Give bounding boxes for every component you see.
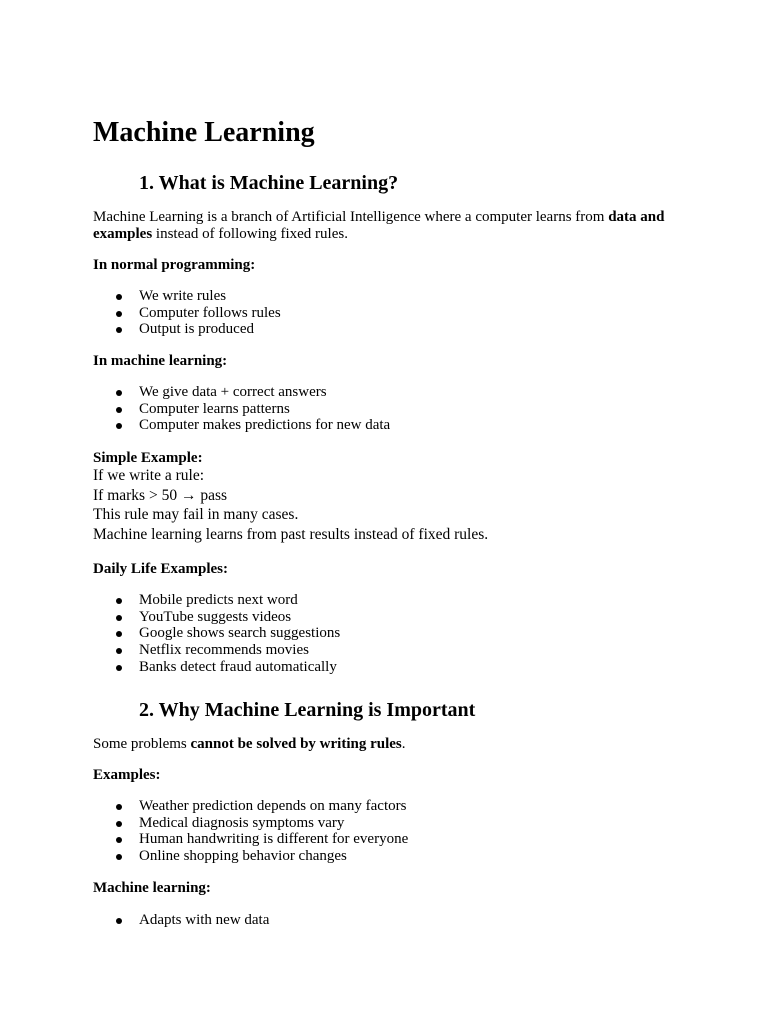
bullet-icon bbox=[116, 821, 122, 827]
bullet-icon bbox=[116, 423, 122, 429]
examples-label: Examples: bbox=[93, 767, 161, 783]
bullet-icon bbox=[116, 327, 122, 333]
section2-intro-paragraph bbox=[93, 736, 406, 753]
bullet-icon bbox=[116, 665, 122, 671]
examples-list bbox=[93, 798, 408, 865]
section-heading-why-ml-important: 2. Why Machine Learning is Important bbox=[139, 699, 476, 721]
normal-programming-label: In normal programming: bbox=[93, 257, 256, 273]
bullet-icon bbox=[116, 837, 122, 843]
simple-example-line: Machine learning learns from past results instead of fixed rules. bbox=[93, 526, 489, 544]
bullet-icon bbox=[116, 804, 122, 810]
bullet-icon bbox=[116, 407, 122, 413]
bullet-icon bbox=[116, 615, 122, 621]
list-item-text: Netflix recommends movies bbox=[139, 642, 309, 659]
list-item bbox=[93, 831, 408, 848]
bullet-icon bbox=[116, 918, 122, 924]
bullet-icon bbox=[116, 311, 122, 317]
list-item bbox=[93, 815, 408, 832]
list-item-text: Google shows search suggestions bbox=[139, 625, 341, 642]
list-item bbox=[93, 288, 281, 305]
intro-text-end: instead of following fixed rules. bbox=[152, 226, 348, 242]
section2-intro-start: Some problems bbox=[93, 736, 191, 752]
section2-intro-bold: cannot be solved by writing rules bbox=[190, 736, 402, 752]
list-item-text: Human handwriting is different for everyone bbox=[139, 831, 409, 848]
list-item-text: We write rules bbox=[139, 288, 227, 304]
list-item bbox=[93, 321, 281, 338]
list-item-text: Online shopping behavior changes bbox=[139, 848, 347, 865]
list-item-text: YouTube suggests videos bbox=[139, 608, 292, 625]
simple-example-line: This rule may fail in many cases. bbox=[93, 506, 299, 524]
list-item bbox=[93, 659, 340, 676]
simple-example-line: If we write a rule: bbox=[93, 467, 205, 484]
simple-example-line: If marks > 50 → pass bbox=[93, 486, 228, 504]
list-item-text: Adapts with new data bbox=[139, 912, 270, 928]
bullet-icon bbox=[116, 648, 122, 654]
list-item-text: Medical diagnosis symptoms vary bbox=[139, 814, 345, 831]
list-item bbox=[93, 609, 340, 626]
ml-list bbox=[93, 912, 269, 929]
list-item bbox=[93, 401, 390, 418]
bullet-icon bbox=[116, 631, 122, 637]
list-item-text: Output is produced bbox=[139, 321, 254, 338]
list-item-text: Computer learns patterns bbox=[139, 400, 290, 417]
list-item bbox=[93, 384, 390, 401]
intro-paragraph bbox=[93, 209, 668, 243]
bullet-icon bbox=[116, 598, 122, 604]
list-item-text: Computer makes predictions for new data bbox=[139, 417, 391, 434]
bullet-icon bbox=[116, 854, 122, 860]
simple-example-block bbox=[93, 466, 488, 545]
machine-learning-list bbox=[93, 384, 390, 434]
list-item bbox=[93, 592, 340, 609]
list-item bbox=[93, 625, 340, 642]
list-item-text: Weather prediction depends on many factors bbox=[139, 798, 407, 814]
list-item bbox=[93, 642, 340, 659]
daily-life-list bbox=[93, 592, 340, 676]
list-item-text: Computer follows rules bbox=[139, 304, 281, 321]
simple-example-label: Simple Example: bbox=[93, 450, 203, 466]
intro-text-bold: data and examples bbox=[93, 209, 665, 242]
normal-programming-list bbox=[93, 288, 281, 338]
daily-life-label: Daily Life Examples: bbox=[93, 561, 228, 577]
list-item bbox=[93, 798, 408, 815]
intro-text-start: Machine Learning is a branch of Artificial Intelligence where a computer learns from bbox=[93, 209, 609, 225]
ml-label: Machine learning: bbox=[93, 880, 211, 896]
list-item bbox=[93, 305, 281, 322]
document-title: Machine Learning bbox=[93, 117, 315, 148]
list-item-text: Banks detect fraud automatically bbox=[139, 658, 337, 675]
list-item-text: Mobile predicts next word bbox=[139, 592, 298, 608]
bullet-icon bbox=[116, 390, 122, 396]
section-heading-what-is-ml: 1. What is Machine Learning? bbox=[139, 172, 399, 194]
list-item bbox=[93, 417, 390, 434]
section2-intro-end: . bbox=[401, 736, 406, 752]
bullet-icon bbox=[116, 294, 122, 300]
machine-learning-label: In machine learning: bbox=[93, 353, 228, 369]
list-item bbox=[93, 912, 269, 929]
list-item-text: We give data + correct answers bbox=[139, 384, 327, 400]
list-item bbox=[93, 848, 408, 865]
